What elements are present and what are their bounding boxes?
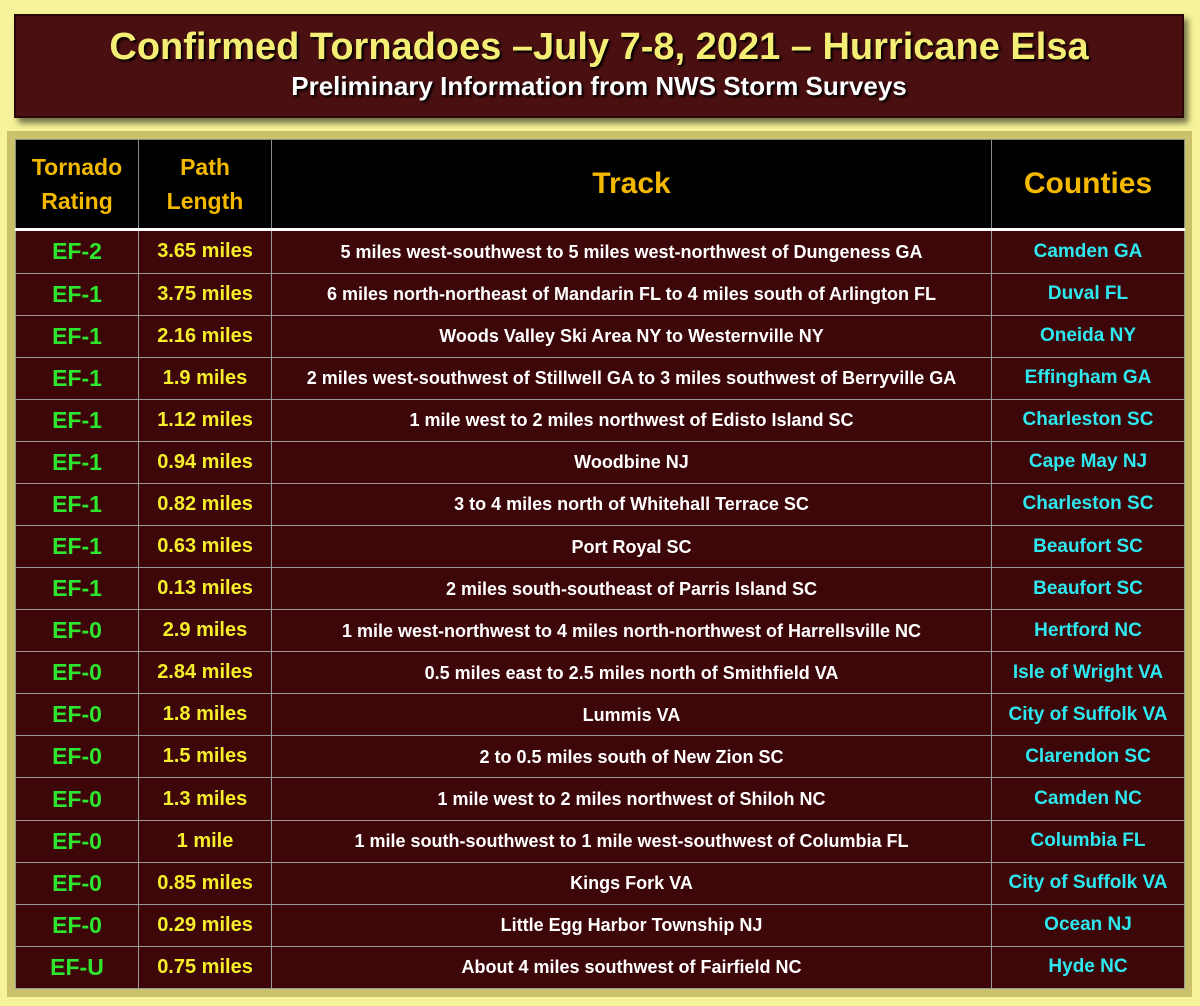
table-row xyxy=(16,273,1185,315)
county-cell: Hyde NC xyxy=(992,946,1185,988)
length-cell: 0.85 miles xyxy=(139,862,272,904)
rating-cell: EF-0 xyxy=(16,694,139,736)
track-cell: 6 miles north-northeast of Mandarin FL to 4 miles south of Arlington FL xyxy=(272,273,992,315)
length-cell: 2.84 miles xyxy=(139,652,272,694)
county-cell: Charleston SC xyxy=(992,483,1185,525)
track-cell: 3 to 4 miles north of Whitehall Terrace SC xyxy=(272,483,992,525)
length-cell: 1.5 miles xyxy=(139,736,272,778)
table-row xyxy=(16,315,1185,357)
length-cell: 3.65 miles xyxy=(139,230,272,274)
table-row xyxy=(16,568,1185,610)
length-cell: 2.9 miles xyxy=(139,610,272,652)
county-cell: Beaufort SC xyxy=(992,526,1185,568)
track-cell: 1 mile south-southwest to 1 mile west-southwest of Columbia FL xyxy=(272,820,992,862)
header-rating-line1: Tornado xyxy=(31,154,123,180)
rating-cell: EF-1 xyxy=(16,526,139,568)
length-cell: 0.63 miles xyxy=(139,526,272,568)
table-row xyxy=(16,946,1185,988)
rating-cell: EF-1 xyxy=(16,441,139,483)
length-cell: 1.9 miles xyxy=(139,357,272,399)
track-cell: 1 mile west-northwest to 4 miles north-northwest of Harrellsville NC xyxy=(272,610,992,652)
length-cell: 3.75 miles xyxy=(139,273,272,315)
length-cell: 1.3 miles xyxy=(139,778,272,820)
length-cell: 1.12 miles xyxy=(139,399,272,441)
table-row xyxy=(16,820,1185,862)
page-title: Confirmed Tornadoes –July 7-8, 2021 – Hurricane Elsa xyxy=(109,26,1089,68)
length-cell: 0.94 miles xyxy=(139,441,272,483)
track-cell: 2 to 0.5 miles south of New Zion SC xyxy=(272,736,992,778)
table-row xyxy=(16,399,1185,441)
county-cell: Charleston SC xyxy=(992,399,1185,441)
track-cell: Little Egg Harbor Township NJ xyxy=(272,904,992,946)
rating-cell: EF-0 xyxy=(16,652,139,694)
county-cell: Clarendon SC xyxy=(992,736,1185,778)
table-row xyxy=(16,610,1185,652)
rating-cell: EF-1 xyxy=(16,483,139,525)
table-row xyxy=(16,736,1185,778)
rating-cell: EF-0 xyxy=(16,904,139,946)
table-row xyxy=(16,904,1185,946)
rating-cell: EF-1 xyxy=(16,357,139,399)
county-cell: City of Suffolk VA xyxy=(992,694,1185,736)
track-cell: Woodbine NJ xyxy=(272,441,992,483)
county-cell: City of Suffolk VA xyxy=(992,862,1185,904)
length-cell: 0.75 miles xyxy=(139,946,272,988)
track-cell: Port Royal SC xyxy=(272,526,992,568)
track-cell: 0.5 miles east to 2.5 miles north of Smithfield VA xyxy=(272,652,992,694)
length-cell: 1 mile xyxy=(139,820,272,862)
track-cell: 5 miles west-southwest to 5 miles west-northwest of Dungeness GA xyxy=(272,230,992,274)
header-track: Track xyxy=(272,140,992,230)
rating-cell: EF-0 xyxy=(16,736,139,778)
table-row xyxy=(16,652,1185,694)
header-length-line2: Length xyxy=(166,188,244,214)
table-frame xyxy=(7,131,1192,997)
track-cell: About 4 miles southwest of Fairfield NC xyxy=(272,946,992,988)
rating-cell: EF-U xyxy=(16,946,139,988)
track-cell: Lummis VA xyxy=(272,694,992,736)
track-cell: 1 mile west to 2 miles northwest of Edisto Island SC xyxy=(272,399,992,441)
page-subtitle: Preliminary Information from NWS Storm Surveys xyxy=(291,71,907,101)
table-row xyxy=(16,230,1185,274)
header-length-line1: Path xyxy=(180,154,230,180)
rating-cell: EF-0 xyxy=(16,862,139,904)
header-rating-line2: Rating xyxy=(41,188,113,214)
county-cell: Ocean NJ xyxy=(992,904,1185,946)
length-cell: 2.16 miles xyxy=(139,315,272,357)
county-cell: Camden GA xyxy=(992,230,1185,274)
length-cell: 0.82 miles xyxy=(139,483,272,525)
table-row xyxy=(16,862,1185,904)
length-cell: 0.29 miles xyxy=(139,904,272,946)
rating-cell: EF-2 xyxy=(16,230,139,274)
table-row xyxy=(16,441,1185,483)
header-row xyxy=(16,140,1185,230)
rating-cell: EF-1 xyxy=(16,315,139,357)
track-cell: 2 miles west-southwest of Stillwell GA to 3 miles southwest of Berryville GA xyxy=(272,357,992,399)
rating-cell: EF-0 xyxy=(16,778,139,820)
table-body xyxy=(16,230,1185,989)
county-cell: Columbia FL xyxy=(992,820,1185,862)
county-cell: Effingham GA xyxy=(992,357,1185,399)
rating-cell: EF-1 xyxy=(16,568,139,610)
table-row xyxy=(16,694,1185,736)
county-cell: Beaufort SC xyxy=(992,568,1185,610)
table-row xyxy=(16,483,1185,525)
track-cell: Woods Valley Ski Area NY to Westernville NY xyxy=(272,315,992,357)
county-cell: Camden NC xyxy=(992,778,1185,820)
county-cell: Duval FL xyxy=(992,273,1185,315)
title-banner xyxy=(14,14,1184,118)
track-cell: 2 miles south-southeast of Parris Island SC xyxy=(272,568,992,610)
county-cell: Oneida NY xyxy=(992,315,1185,357)
table-row xyxy=(16,526,1185,568)
track-cell: Kings Fork VA xyxy=(272,862,992,904)
length-cell: 1.8 miles xyxy=(139,694,272,736)
length-cell: 0.13 miles xyxy=(139,568,272,610)
header-rating xyxy=(16,140,139,230)
rating-cell: EF-1 xyxy=(16,273,139,315)
rating-cell: EF-1 xyxy=(16,399,139,441)
header-counties: Counties xyxy=(992,140,1185,230)
rating-cell: EF-0 xyxy=(16,610,139,652)
rating-cell: EF-0 xyxy=(16,820,139,862)
table-row xyxy=(16,357,1185,399)
county-cell: Cape May NJ xyxy=(992,441,1185,483)
header-length xyxy=(139,140,272,230)
table-row xyxy=(16,778,1185,820)
county-cell: Hertford NC xyxy=(992,610,1185,652)
tornado-table xyxy=(15,139,1185,989)
county-cell: Isle of Wright VA xyxy=(992,652,1185,694)
track-cell: 1 mile west to 2 miles northwest of Shiloh NC xyxy=(272,778,992,820)
